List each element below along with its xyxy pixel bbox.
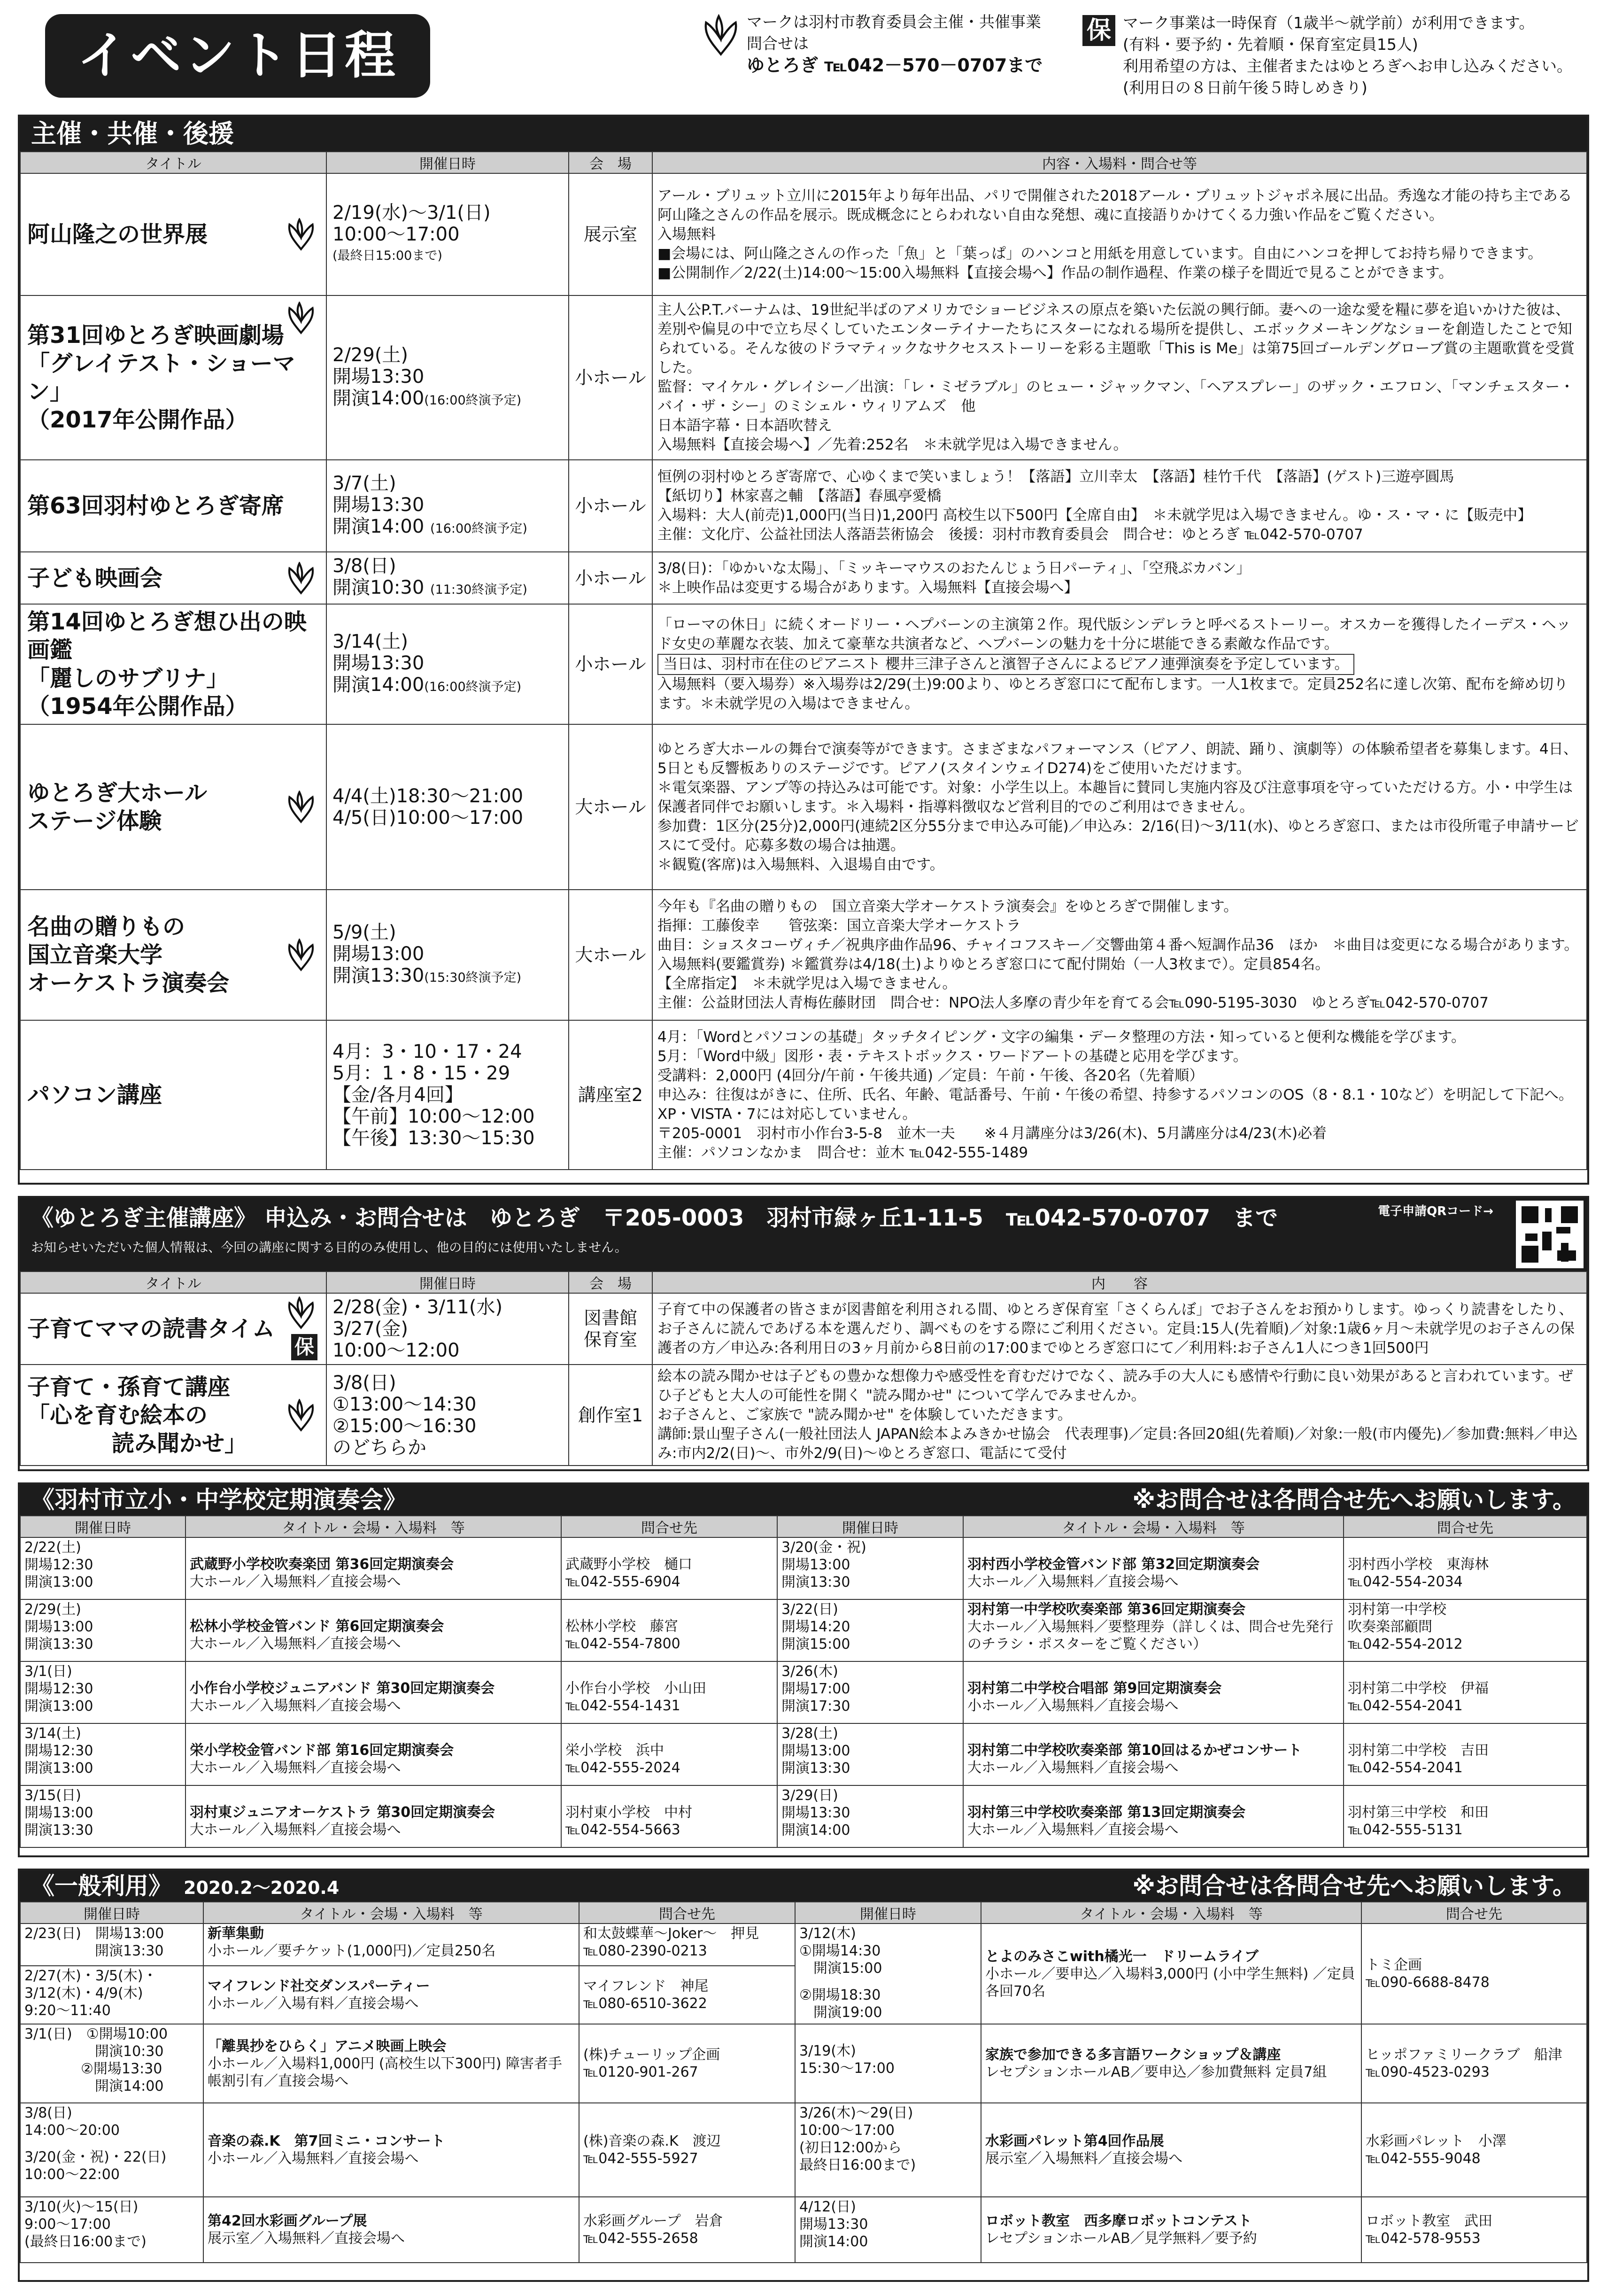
page-title: イベント日程 [45,14,430,98]
table-row [20,890,1587,1020]
event-date: 4/12(日) 開場13:30 開演14:00 [795,2197,981,2263]
table-row [20,1785,1587,1847]
course-title: 子育てママの読書タイム 保 [20,1293,326,1365]
event-venue: 大ホール [569,724,652,890]
event-date: 3/10(火)～15(日) 9:00～17:00 (最終日16:00まで) [20,2197,203,2263]
event-content: ゆとろぎ大ホールの舞台で演奏等ができます。さまざまなパフォーマンス（ピアノ、朗読、踊り、演劇等）の体験希望者を募集します。4日、5日とも反響板ありのステージです。ピアノ(スタインウェイD274)をご使用いただけます。 ＊電気楽器、アンプ等の持込みは可能です。対象：小学生以上。本趣旨に賛同し実施内容及び注意事項を守っていただける方。小・中学生は保護者同伴でお願いします。＊入場料・指導料徴収など営利目的でのご利用はできません。 参加費：1区分(25分)2,000円(連続2区分55分まで申込み可能)／申込み：2/16(日)～3/11(水)、ゆとろぎ窓口、または市役所電子申請サービスにて受付。応募多数の場合は抽選。 ＊観覧(客席)は入場無料、入退場自由です。 [652,724,1587,890]
event-date: 2/29(土) 開場13:30 開演14:00(16:00終演予定) [326,295,569,460]
bird-legend-contact: ゆとろぎ ℡042－570－0707まで [747,55,1043,76]
concert-date: 3/22(日) 開場14:20 開演15:00 [777,1599,963,1661]
bird-mark-icon [285,218,317,251]
section-heading: 《ゆとろぎ主催講座》 申込み・お問合せは ゆとろぎ 〒205-0003 羽村市緑ヶ丘1-11-5 ℡042-570-0707 まで [31,1205,1278,1231]
hoiku-mark-icon: 保 [291,1334,317,1360]
event-content: 主人公P.T.バーナムは、19世紀半ばのアメリカでショービジネスの原点を築いた伝説の興行師。妻への一途な愛を糧に夢を追いかけた彼は、差別や偏見の中で立ち尽くしていたエンターテイナーたちにスターになれる場所を提供し、エボックメーキングなショーを創造したことで知られている。そんな彼のドラマティックなサクセスストーリーを彩る主題歌「This is Me」は第75回ゴールデングローブ賞の主題歌賞を受賞した。 監督：マイケル・グレイシー／出演：「レ・ミゼラブル」のヒュー・ジャックマン、「ヘアスプレー」のザック・エフロン、「マンチェスター・バイ・ザ・シー」のミシェル・ウィリアムズ 他 日本語字幕・日本語吹替え 入場無料【直接会場へ】／先着:252名 ＊未就学児は入場できません。 [652,295,1587,460]
event-date: 3/8(日) 14:00～20:00 3/20(金・祝)・22(日) 10:00～22:00 [20,2103,203,2197]
event-venue: 展示室 [569,173,652,295]
event-venue: 小ホール [569,552,652,604]
table-row [20,2103,1587,2197]
bird-mark-icon [285,302,317,334]
event-venue: 大ホール [569,890,652,1020]
event-title: 第42回水彩画グループ展 展示室／入場無料／直接会場へ [203,2197,579,2263]
section-heading-note: ※お問合せは各問合せ先へお願いします。 [1132,1872,1576,1900]
section-general-use [18,1869,1589,2282]
concert-contact: 羽村東小学校 中村 ℡042-554-5663 [561,1785,777,1847]
column-header: 開催日時 [20,1902,203,1924]
event-date: 3/14(土) 開場13:30 開演14:00(16:00終演予定) [326,604,569,724]
concert-date: 3/28(土) 開場13:00 開演13:30 [777,1723,963,1785]
concert-date: 2/29(土) 開場13:00 開演13:30 [20,1599,185,1661]
concert-title: 羽村西小学校金管バンド部 第32回定期演奏会 大ホール／入場無料／直接会場へ [963,1537,1344,1599]
event-date: 4/4(土)18:30～21:00 4/5(日)10:00～17:00 [326,724,569,890]
school-concerts-table [20,1515,1587,1848]
event-venue: 小ホール [569,295,652,460]
event-title: 子ども映画会 [20,552,326,604]
concert-title: 羽村第一中学校吹奏楽部 第36回定期演奏会 大ホール／入場無料／要整理券（詳しくは、問合せ先発行のチラシ・ポスターをご覧ください） [963,1599,1344,1661]
event-title: とよのみさこwith橘光一 ドリームライブ 小ホール／要申込／入場料3,000円 (小中学生無料) ／定員各回70名 [981,1924,1361,2024]
concert-contact: 松林小学校 藤宮 ℡042-554-7800 [561,1599,777,1661]
section-heading: 主催・共催・後援 [20,116,1587,151]
event-title: ゆとろぎ大ホール ステージ体験 [20,724,326,890]
hoiku-legend-line-4: (利用日の８日前午後５時しめきり) [1123,78,1367,97]
table-row [20,1020,1587,1170]
general-use-table [20,1901,1587,2263]
column-header: 問合せ先 [1361,1902,1587,1924]
concert-contact: 栄小学校 浜中 ℡042-555-2024 [561,1723,777,1785]
section-yutorogi-courses [18,1196,1589,1471]
column-header: 開催日時 [777,1516,963,1537]
event-title: 家族で参加できる多言語ワークショップ＆講座 レセプションホールAB／要申込／参加費無料 定員7組 [981,2024,1361,2103]
concert-contact: 小作台小学校 小山田 ℡042-554-1431 [561,1661,777,1723]
column-header: タイトル [20,152,326,173]
bird-mark-legend [700,11,1057,76]
table-row [20,1599,1587,1661]
column-header: タイトル・会場・入場料 等 [203,1902,579,1924]
event-venue: 小ホール [569,604,652,724]
event-date: 5/9(土) 開場13:00 開演13:30(15:30終演予定) [326,890,569,1020]
concert-title: 羽村東ジュニアオーケストラ 第30回定期演奏会 大ホール／入場無料／直接会場へ [185,1785,561,1847]
column-header: 開催日時 [326,1272,569,1293]
event-venue: 講座室2 [569,1020,652,1170]
section-sponsored-events [18,115,1589,1185]
event-title: 「離異抄をひらく」アニメ映画上映会 小ホール／入場料1,000円 (高校生以下300円) 障害者手帳割引有／直接会場へ [203,2024,579,2103]
table-row [20,552,1587,604]
bird-mark-icon [285,1399,317,1432]
column-header: タイトル・会場・入場料 等 [981,1902,1361,1924]
column-header: 会 場 [569,1272,652,1293]
event-contact: 水彩画グループ 岩倉 ℡042-555-2658 [579,2197,795,2263]
event-content: 3/8(日)：「ゆかいな太陽」、「ミッキーマウスのおたんじょう日パーティ」、「空飛ぶカバン」 ＊上映作品は変更する場合があります。入場無料【直接会場へ】 [652,552,1587,604]
event-date: 3/19(木) 15:30～17:00 [795,2024,981,2103]
table-row [20,1293,1587,1365]
concert-date: 3/26(木) 開場17:00 開演17:30 [777,1661,963,1723]
event-title: 名曲の贈りもの 国立音楽大学 オーケストラ演奏会 [20,890,326,1020]
section-heading: 《羽村市立小・中学校定期演奏会》 [31,1486,407,1513]
event-date: 3/8(日) 開演10:30 (11:30終演予定) [326,552,569,604]
events-table [20,151,1587,1170]
concert-date: 3/14(土) 開場12:30 開演13:00 [20,1723,185,1785]
table-row [20,2197,1587,2263]
column-header: タイトル・会場・入場料 等 [963,1516,1344,1537]
hoiku-mark-icon: 保 [1082,15,1115,46]
table-row [20,460,1587,552]
course-date: 3/8(日) ①13:00～14:30 ②15:00～16:30 のどちらか [326,1365,569,1466]
highlight-note: 当日は、羽村市在住のピアニスト 櫻井三津子さんと濱智子さんによるピアノ連弾演奏を予定しています。 [657,654,1354,675]
bird-legend-line-1: マークは羽村市教育委員会主催・共催事業 [747,13,1041,31]
concert-title: 松林小学校金管バンド 第6回定期演奏会 大ホール／入場無料／直接会場へ [185,1599,561,1661]
concert-contact: 羽村第三中学校 和田 ℡042-555-5131 [1344,1785,1587,1847]
bird-mark-icon [285,939,317,971]
event-date: 3/1(日) ①開場10:00 開演10:30 ②開場13:30 開演14:00 [20,2024,203,2103]
event-contact: 水彩画パレット 小澤 ℡042-555-9048 [1361,2103,1587,2197]
concert-title: 小作台小学校ジュニアバンド 第30回定期演奏会 大ホール／入場無料／直接会場へ [185,1661,561,1723]
section-heading-note: ※お問合せは各問合せ先へお願いします。 [1132,1486,1576,1513]
concert-date: 3/20(金・祝) 開場13:00 開演13:30 [777,1537,963,1599]
bird-mark-icon [285,1296,317,1329]
event-date: 2/19(水)～3/1(日) 10:00～17:00 (最終日15:00まで) [326,173,569,295]
concert-contact: 羽村第二中学校 伊福 ℡042-554-2041 [1344,1661,1587,1723]
concert-title: 羽村第二中学校吹奏楽部 第10回はるかぜコンサート 大ホール／入場無料／直接会場へ [963,1723,1344,1785]
course-content: 子育て中の保護者の皆さまが図書館を利用される間、ゆとろぎ保育室「さくらんぼ」でお子さんをお預かりします。ゆっくり読書をしたり、お子さんに読んであげる本を選んだり、調べものをする際にご利用ください。定員:15人(先着順)／対象:1歳6ヶ月～未就学児のお子さんの保護者の方／申込み:各利用日の3ヶ月前から8日前の17:00までゆとろぎ窓口にて／利用料:お子さん1人につき1回500円 [652,1293,1587,1365]
column-header: 開催日時 [326,152,569,173]
event-content: アール・ブリュット立川に2015年より毎年出品、パリで開催された2018アール・ブリュットジャポネ展に出品。秀逸な才能の持ち主である阿山隆之さんの作品を展示。既成概念にとらわれない自由な発想、魂に直接語りかけてくる力強い作品をご覧ください。 入場無料 ■会場には、阿山隆之さんの作った「魚」と「葉っぱ」のハンコと用紙を用意しています。自由にハンコを押してお持ち帰りできます。 ■公開制作／2/22(土)14:00～15:00入場無料【直接会場へ】作品の制作過程、作業の様子を間近で見ることができます。 [652,173,1587,295]
table-row [20,1365,1587,1466]
event-title: 第63回羽村ゆとろぎ寄席 [20,460,326,552]
qr-label[interactable]: 電子申請QRコード→ [1378,1204,1493,1218]
event-date: 2/27(木)・3/5(木)・ 3/12(木)・4/9(木) 9:20～11:40 [20,1966,203,2024]
event-title: 阿山隆之の世界展 [20,173,326,295]
section-period: 2020.2～2020.4 [184,1877,340,1898]
table-row [20,1537,1587,1599]
event-content: 今年も『名曲の贈りもの 国立音楽大学オーケストラ演奏会』をゆとろぎで開催します。 指揮：工藤俊幸 管弦楽：国立音楽大学オーケストラ 曲目：ショスタコーヴィチ／祝典序曲作品96、チャイコフスキー／交響曲第４番ヘ短調作品36 ほか ＊曲目は変更になる場合があります。 入場無料(要鑑賞券) ＊鑑賞券は4/18(土)よりゆとろぎ窓口にて配付開始（一人3枚まで）。定員854名。 【全席指定】 ＊未就学児は入場できません。 主催：公益財団法人青梅佐藤財団 問合せ：NPO法人多摩の青少年を育てる会℡090-5195-3030 ゆとろぎ℡042-570-0707 [652,890,1587,1020]
event-contact: マイフレンド 神尾 ℡080-6510-3622 [579,1966,795,2024]
event-date: 3/12(木) ①開場14:30 開演15:00 ②開場18:30 開演19:00 [795,1924,981,2024]
course-content: 絵本の読み聞かせは子どもの豊かな想像力や感受性を育むだけでなく、読み手の大人にも感情や行動に良い効果があると言われています。ぜひ子どもと大人の可能性を開く "読み聞かせ" について学んでみませんか。 お子さんと、ご家族で "読み聞かせ" を体験していただきます。 講師:景山聖子さん(一般社団法人 JAPAN絵本よみきかせ協会 代表理事)／定員:各回20組(先着順)／対象:一般(市内優先)／参加費:無料／申込み:市内2/2(日)～、市外2/9(日)～ゆとろぎ窓口、電話にて受付 [652,1365,1587,1466]
event-contact: ロボット教室 武田 ℡042-578-9553 [1361,2197,1587,2263]
event-title: 第14回ゆとろぎ想ひ出の映画鑑 「麗しのサブリナ」 （1954年公開作品） [20,604,326,724]
qr-code-icon[interactable] [1516,1201,1584,1268]
column-header: 問合せ先 [1344,1516,1587,1537]
hoiku-legend-line-3: 利用希望の方は、主催者またはゆとろぎへお申し込みください。 [1123,57,1572,75]
event-title: 水彩画パレット第4回作品展 展示室／入場無料／直接会場へ [981,2103,1361,2197]
column-header: 内容・入場料・問合せ等 [652,152,1587,173]
courses-table [20,1271,1587,1466]
event-title: マイフレンド社交ダンスパーティー 小ホール／入場有料／直接会場へ [203,1966,579,2024]
bird-mark-icon [285,791,317,823]
hoiku-legend-line-2: (有料・要予約・先着順・保育室定員15人) [1123,35,1418,54]
event-title: 音楽の森.K 第7回ミニ・コンサート 小ホール／入場無料／直接会場へ [203,2103,579,2197]
column-header: 開催日時 [795,1902,981,1924]
concert-title: 羽村第三中学校吹奏楽部 第13回定期演奏会 大ホール／入場無料／直接会場へ [963,1785,1344,1847]
column-header: タイトル・会場・入場料 等 [185,1516,561,1537]
table-row [20,1924,1587,1966]
hoiku-mark-legend [1082,12,1599,99]
hoiku-legend-line-1: マーク事業は一時保育（1歳半～就学前）が利用できます。 [1123,14,1535,32]
table-row [20,1723,1587,1785]
bird-mark-icon [700,14,742,56]
concert-contact: 羽村西小学校 東海林 ℡042-554-2034 [1344,1537,1587,1599]
section-heading-bar [20,1484,1587,1515]
event-title: パソコン講座 [20,1020,326,1170]
course-venue: 図書館 保育室 [569,1293,652,1365]
table-row [20,1661,1587,1723]
column-header: 内 容 [652,1272,1587,1293]
course-title: 子育て・孫育て講座 「心を育む絵本の 読み聞かせ」 [20,1365,326,1466]
concert-date: 3/29(日) 開場13:30 開演14:00 [777,1785,963,1847]
concert-title: 武蔵野小学校吹奏楽団 第36回定期演奏会 大ホール／入場無料／直接会場へ [185,1537,561,1599]
section-heading: 《一般利用》 [31,1872,160,1900]
concert-contact: 羽村第二中学校 吉田 ℡042-554-2041 [1344,1723,1587,1785]
bird-legend-line-2: 問合せは [747,34,809,53]
event-content: 恒例の羽村ゆとろぎ寄席で、心ゆくまで笑いましょう！【落語】立川幸太 【落語】桂竹千代 【落語】(ゲスト)三遊亭圓馬 【紙切り】林家喜之輔 【落語】春風亭愛橋 入場料：大人(前売)1,000円(当日)1,200円 高校生以下500円【全席自由】 ＊未就学児は入場できません。ゆ・ス・マ・に【販売中】 主催：文化庁、公益社団法人落語芸術協会 後援：羽村市教育委員会 問合せ：ゆとろぎ ℡042-570-0707 [652,460,1587,552]
event-title: 第31回ゆとろぎ映画劇場 「グレイテスト・ショーマン」 （2017年公開作品） [20,295,326,460]
event-contact: 和太鼓蝶華～Joker～ 押見 ℡080-2390-0213 [579,1924,795,1966]
table-row [20,2024,1587,2103]
section-heading-bar [20,1870,1587,1901]
column-header: 会 場 [569,152,652,173]
table-row [20,604,1587,724]
column-header: 問合せ先 [561,1516,777,1537]
table-row [20,724,1587,890]
concert-contact: 武蔵野小学校 樋口 ℡042-555-6904 [561,1537,777,1599]
event-contact: ヒッポファミリークラブ 船津 ℡090-4523-0293 [1361,2024,1587,2103]
section-heading-bar [20,1198,1587,1271]
section-school-concerts [18,1482,1589,1857]
event-date: 3/7(土) 開場13:30 開演14:00 (16:00終演予定) [326,460,569,552]
course-venue: 創作室1 [569,1365,652,1466]
table-row [20,295,1587,460]
event-title: 新華集動 小ホール／要チケット(1,000円)／定員250名 [203,1924,579,1966]
event-contact: トミ企画 ℡090-6688-8478 [1361,1924,1587,2024]
concert-title: 栄小学校金管バンド部 第16回定期演奏会 大ホール／入場無料／直接会場へ [185,1723,561,1785]
concert-date: 2/22(土) 開場12:30 開演13:00 [20,1537,185,1599]
event-title: ロボット教室 西多摩ロボットコンテスト レセプションホールAB／見学無料／要予約 [981,2197,1361,2263]
table-row [20,173,1587,295]
column-header: 問合せ先 [579,1902,795,1924]
concert-contact: 羽村第一中学校 吹奏楽部顧問 ℡042-554-2012 [1344,1599,1587,1661]
concert-title: 羽村第二中学校合唱部 第9回定期演奏会 小ホール／入場無料／直接会場へ [963,1661,1344,1723]
event-contact: (株)音楽の森.K 渡辺 ℡042-555-5927 [579,2103,795,2197]
course-date: 2/28(金)・3/11(水) 3/27(金) 10:00～12:00 [326,1293,569,1365]
column-header: 開催日時 [20,1516,185,1537]
event-venue: 小ホール [569,460,652,552]
event-contact: (株)チューリップ企画 ℡0120-901-267 [579,2024,795,2103]
column-header: タイトル [20,1272,326,1293]
concert-date: 3/1(日) 開場12:30 開演13:00 [20,1661,185,1723]
event-date: 3/26(木)～29(日) 10:00～17:00 (初日12:00から 最終日16:00まで) [795,2103,981,2197]
event-content: 4月：「Wordとパソコンの基礎」タッチタイピング・文字の編集・データ整理の方法・知っていると便利な機能を学びます。 5月：「Word中級」図形・表・テキストボックス・ワードアートの基礎と応用を学びます。 受講料：2,000円 (4回分/午前・午後共通) ／定員：午前・午後、各20名（先着順） 申込み：往復はがきに、住所、氏名、年齢、電話番号、午前・午後の希望、持参するパソコンのOS（8・8.1・10など）を明記して下記へ。XP・VISTA・7には対応していません。 〒205-0001 羽村市小作台3-5-8 並木一夫 ※４月講座分は3/26(木)、5月講座分は4/23(木)必着 主催：パソコンなかま 問合せ：並木 ℡042-555-1489 [652,1020,1587,1170]
event-content: 「ローマの休日」に続くオードリー・ヘプバーンの主演第２作。現代版シンデレラと呼べるストーリー。オスカーを獲得したイーデス・ヘッド女史の華麗な衣装、加えて豪華な共演者など、ヘプバーンの魅力を十分に堪能できる素敵な作品です。 当日は、羽村市在住のピアニスト 櫻井三津子さんと濱智子さんによるピアノ連弾演奏を予定しています。 入場無料（要入場券）※入場券は2/29(土)9:00より、ゆとろぎ窓口にて配布します。一人1枚まで。定員252名に達し次第、配布を締め切ります。＊未就学児の入場はできません。 [652,604,1587,724]
concert-date: 3/15(日) 開場13:00 開演13:30 [20,1785,185,1847]
event-date: 4月：3・10・17・24 5月：1・8・15・29 【金/各月4回】 【午前】10:00～12:00 【午後】13:30～15:30 [326,1020,569,1170]
privacy-note: お知らせいただいた個人情報は、今回の講座に関する目的のみ使用し、他の目的には使用いたしません。 [31,1241,627,1255]
bird-mark-icon [285,562,317,595]
event-date: 2/23(日) 開場13:00 開演13:30 [20,1924,203,1966]
